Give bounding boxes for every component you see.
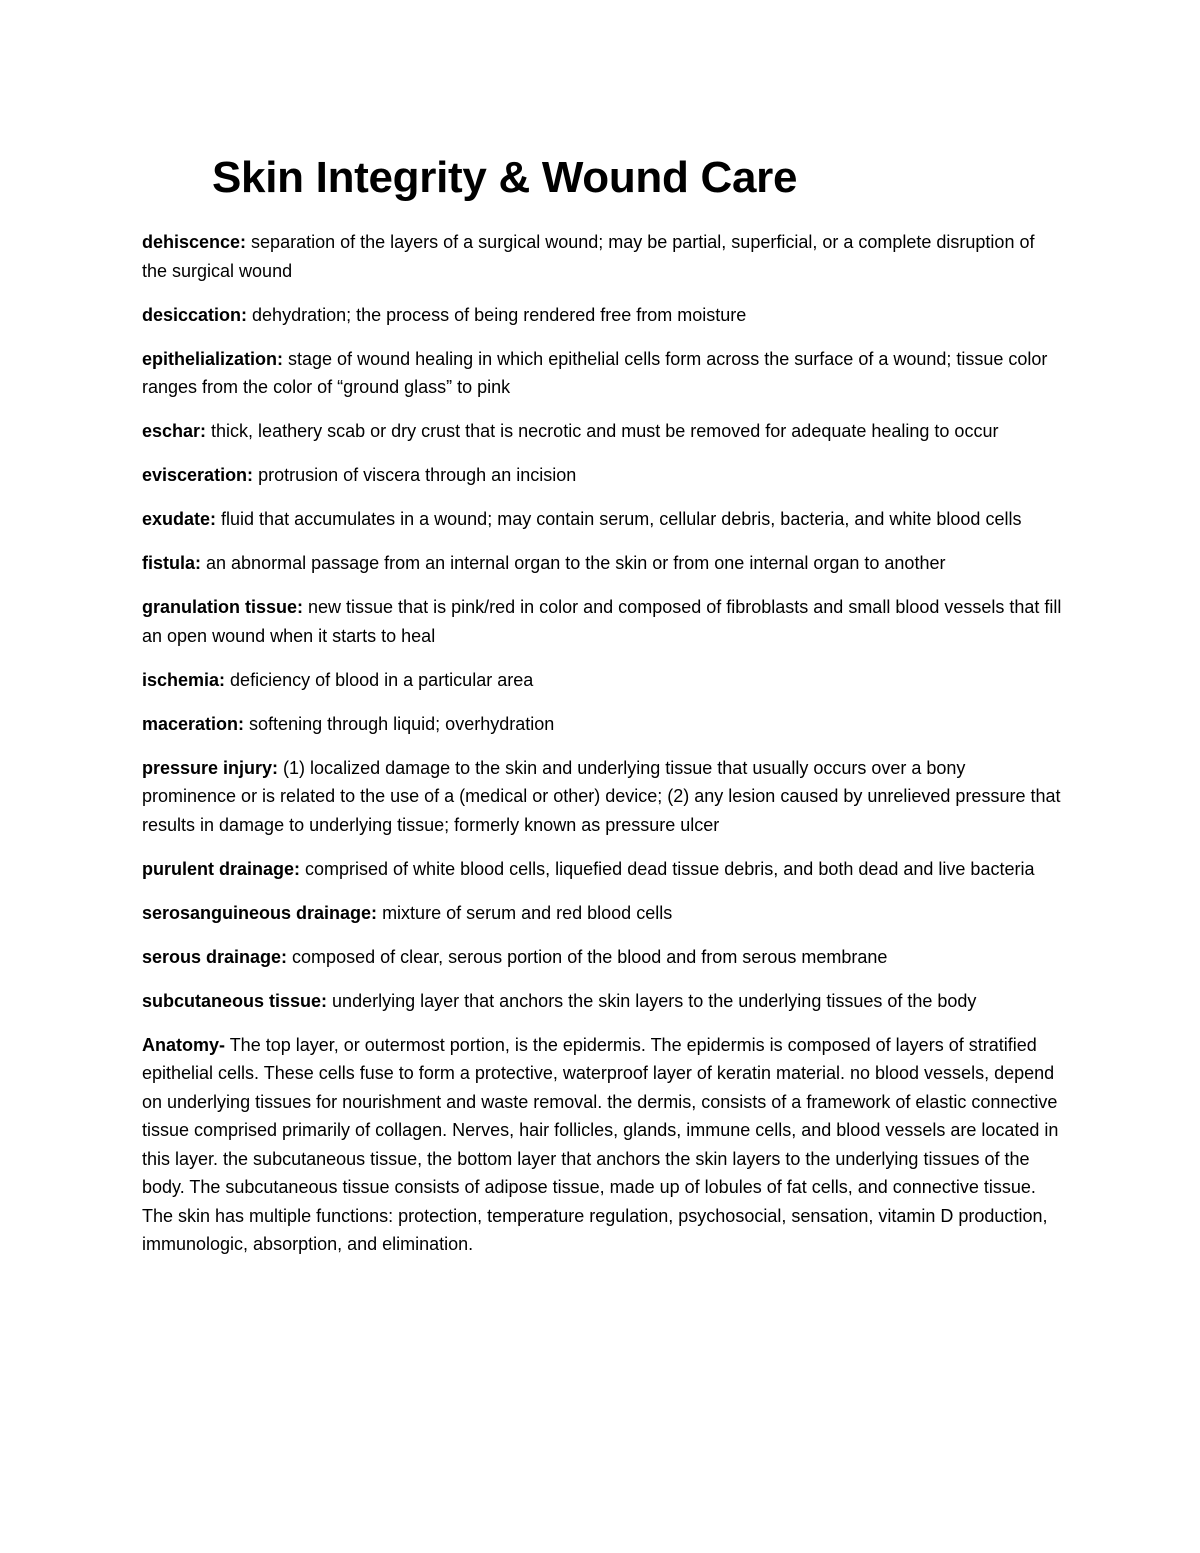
anatomy-heading: Anatomy- (142, 1034, 226, 1055)
glossary-term: ischemia: (142, 669, 226, 690)
glossary-entry-pressure-injury (142, 754, 1062, 840)
glossary-entry-epithelialization (142, 345, 1062, 402)
glossary-entry-maceration (142, 710, 1062, 739)
glossary-entry-serous-drainage (142, 943, 1062, 972)
glossary-definition: thick, leathery scab or dry crust that is necrotic and must be removed for adequate healing to occur (206, 421, 999, 441)
glossary-term: subcutaneous tissue: (142, 990, 328, 1011)
glossary-definition: mixture of serum and red blood cells (377, 902, 673, 923)
glossary-entry-subcutaneous-tissue (142, 987, 1062, 1016)
glossary-definition: new tissue that is pink/red in color and composed of fibroblasts and small blood vessels that fill an open wound when it starts to heal (142, 597, 1062, 646)
glossary-term: evisceration: (142, 465, 254, 485)
glossary-term: serous drainage: (142, 946, 288, 967)
glossary-term: serosanguineous drainage: (142, 902, 378, 923)
glossary-entry-ischemia (142, 666, 1062, 695)
glossary-definition: underlying layer that anchors the skin layers to the underlying tissues of the body (327, 990, 977, 1011)
anatomy-paragraph (142, 1031, 1062, 1259)
glossary-term: epithelialization: (142, 348, 284, 369)
anatomy-text: The top layer, or outermost portion, is the epidermis. The epidermis is composed of layers of stratified epithelial cells. These cells fuse to form a protective, waterproof layer of keratin material. no blood vessels, depend on underlying tissues for nourishment and waste removal. the dermis, consists of a framework of elastic connective tissue comprised primarily of collagen. Nerves, hair follicles, glands, immune cells, and blood vessels are located in this layer. the subcutaneous tissue, the bottom layer that anchors the skin layers to the underlying tissues of the body. The subcutaneous tissue consists of adipose tissue, made up of lobules of fat cells, and connective tissue. The skin has multiple functions: protection, temperature regulation, psychosocial, sensation, vitamin D production, immunologic, absorption, and elimination. (142, 1034, 1059, 1254)
glossary-definition: softening through liquid; overhydration (244, 713, 555, 734)
glossary-term: desiccation: (142, 304, 248, 325)
glossary-entry-serosanguineous-drainage (142, 899, 1062, 928)
glossary-definition: composed of clear, serous portion of the blood and from serous membrane (287, 946, 888, 967)
glossary-term: pressure injury: (142, 757, 279, 778)
glossary-term: maceration: (142, 713, 245, 734)
glossary-definition: (1) localized damage to the skin and underlying tissue that usually occurs over a bony prominence or is related to the use of a (medical or other) device; (2) any lesion caused by unrelieved pressure that results in damage to underlying tissue; formerly known as pressure ulcer (142, 757, 1061, 835)
glossary-entry-granulation-tissue (142, 593, 1062, 650)
glossary-definition: stage of wound healing in which epithelial cells form across the surface of a wound; tissue color ranges from the color of “ground glass” to pink (142, 348, 1048, 397)
glossary-term: eschar: (142, 421, 207, 441)
glossary-term: granulation tissue: (142, 597, 304, 617)
glossary-term: exudate: (142, 509, 217, 529)
glossary-entry-exudate (142, 505, 1062, 534)
glossary-definition: separation of the layers of a surgical wound; may be partial, superficial, or a complete disruption of the surgical wound (142, 232, 1035, 281)
glossary-entry-evisceration (142, 461, 1062, 490)
glossary-definition: fluid that accumulates in a wound; may contain serum, cellular debris, bacteria, and white blood cells (216, 509, 1022, 529)
glossary-term: purulent drainage: (142, 858, 301, 879)
glossary-entry-dehiscence (142, 228, 1062, 285)
glossary-definition: an abnormal passage from an internal organ to the skin or from one internal organ to another (201, 553, 946, 573)
glossary-entry-eschar (142, 417, 1062, 446)
page-title: Skin Integrity & Wound Care (212, 153, 798, 202)
glossary-list (142, 228, 1062, 1274)
glossary-term: fistula: (142, 553, 202, 573)
glossary-entry-desiccation (142, 301, 1062, 330)
glossary-definition: comprised of white blood cells, liquefied dead tissue debris, and both dead and live bacteria (300, 858, 1035, 879)
glossary-entry-fistula (142, 549, 1062, 578)
glossary-entry-purulent-drainage (142, 855, 1062, 884)
glossary-definition: protrusion of viscera through an incision (253, 465, 577, 485)
glossary-definition: deficiency of blood in a particular area (225, 669, 534, 690)
glossary-definition: dehydration; the process of being rendered free from moisture (247, 304, 747, 325)
glossary-term: dehiscence: (142, 232, 247, 252)
